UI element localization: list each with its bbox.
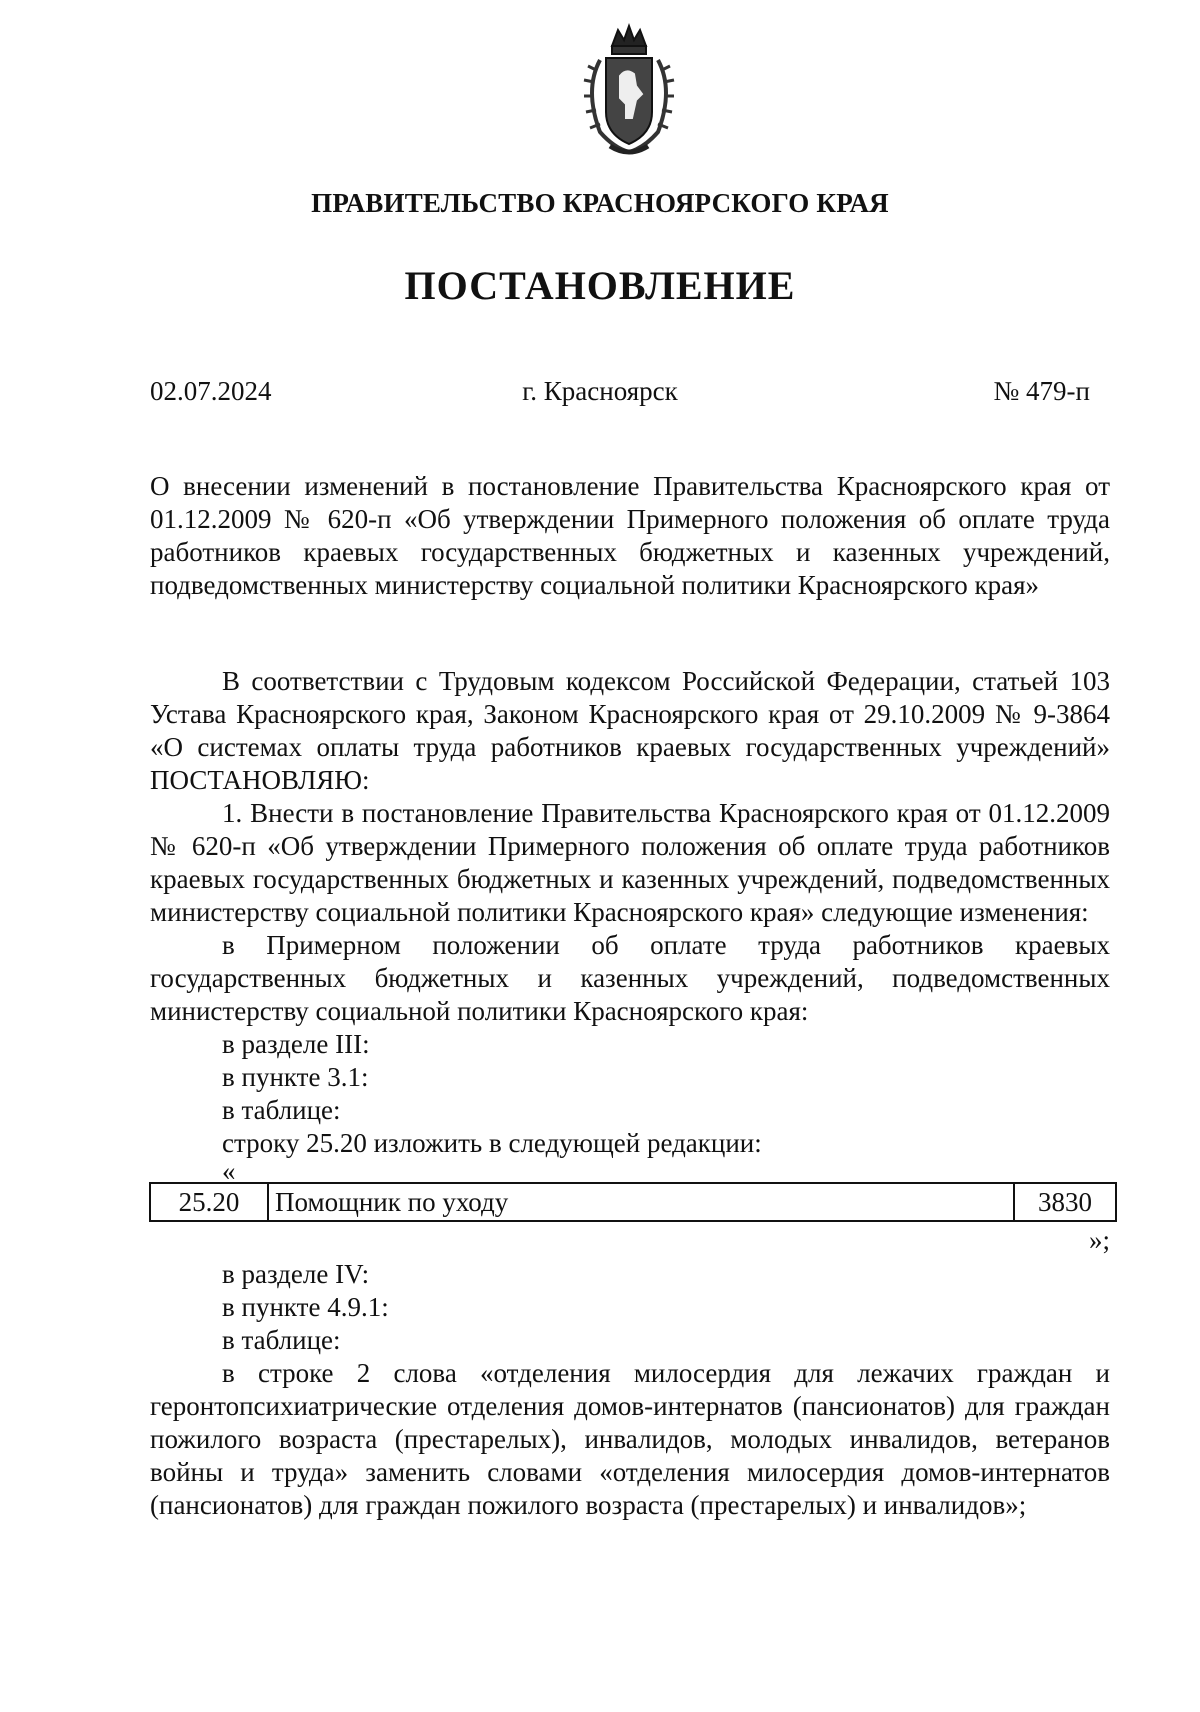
- row-code-cell: 25.20: [150, 1183, 268, 1221]
- regulation-paragraph: в Примерном положении об оплате труда работников краевых государственных бюджетных и казенных учреждений, подведомственных министерству социальной политики Красноярского края:: [150, 930, 1110, 1026]
- row-instruction-line: строку 25.20 изложить в следующей редакции:: [222, 1128, 762, 1158]
- point-3-1-line: в пункте 3.1:: [222, 1062, 369, 1092]
- section-3-line: в разделе III:: [222, 1029, 370, 1059]
- document-body: [150, 665, 1110, 1522]
- table-2-line: в таблице:: [222, 1325, 341, 1355]
- amended-table-row: [149, 1182, 1117, 1222]
- point-4-9-1-line: в пункте 4.9.1:: [222, 1292, 389, 1322]
- document-type: ПОСТАНОВЛЕНИЕ: [404, 263, 796, 308]
- quote-close-mark: »;: [1088, 1225, 1110, 1255]
- government-name: ПРАВИТЕЛЬСТВО КРАСНОЯРСКОГО КРАЯ: [311, 188, 889, 218]
- preamble-paragraph: В соответствии с Трудовым кодексом Российской Федерации, статьей 103 Устава Красноярского края, Законом Красноярского края от 29.10.2009 № 9-3864 «О системах оплаты труда работников краевых государственных учреждений» ПОСТАНОВЛЯЮ:: [150, 666, 1110, 795]
- row-2-change-paragraph: в строке 2 слова «отделения милосердия для лежачих граждан и геронтопсихиатрические отделения домов-интернатов (пансионатов) для граждан пожилого возраста (престарелых), инвалидов, молодых инвалидов, ветеранов войны и труда» заменить словами «отделения милосердия домов-интернатов (пансионатов) для граждан пожилого возраста (престарелых) и инвалидов»;: [150, 1358, 1110, 1520]
- row-name-cell: Помощник по уходу: [268, 1183, 1014, 1221]
- row-value-cell: 3830: [1014, 1183, 1116, 1221]
- table-row: [150, 1183, 1116, 1221]
- item-1-paragraph: 1. Внести в постановление Правительства Красноярского края от 01.12.2009 № 620-п «Об утверждении Примерного положения об оплате труда работников краевых государственных бюджетных и казенных учреждений, подведомственных министерству социальной политики Красноярского края» следующие изменения:: [150, 798, 1110, 927]
- coat-of-arms-icon: [570, 20, 688, 160]
- document-city: г. Красноярск: [522, 376, 678, 406]
- quote-open-mark: «: [222, 1156, 236, 1186]
- document-title: О внесении изменений в постановление Правительства Красноярского края от 01.12.2009 № 620-п «Об утверждении Примерного положения об оплате труда работников краевых государственных бюджетных и казенных учреждений, подведомственных министерству социальной политики Красноярского края»: [150, 471, 1110, 600]
- document-number: № 479-п: [993, 376, 1090, 406]
- table-1-line: в таблице:: [222, 1095, 341, 1125]
- document-date: 02.07.2024: [150, 376, 272, 406]
- section-4-line: в разделе IV:: [222, 1259, 370, 1289]
